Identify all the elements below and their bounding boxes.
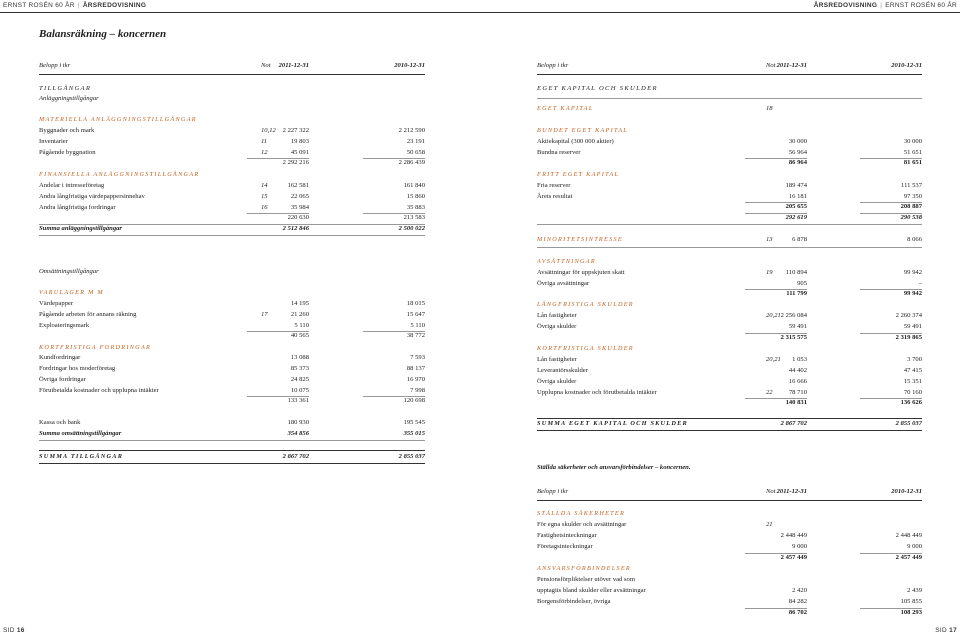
row-label: MATERIELLA ANLÄGGNINGSTILLGÅNGAR	[39, 116, 197, 123]
value-2010: 2 855 037	[398, 453, 425, 460]
value-2010: 97 350	[903, 193, 922, 200]
value-2010: 15 647	[406, 311, 425, 318]
header-right-section: ÅRSREDOVISNING	[813, 2, 878, 9]
value-2010: 18 015	[406, 300, 425, 307]
value-2010: 2 500 022	[398, 225, 425, 232]
row-label: Kundfordringar	[39, 354, 81, 361]
value-2011: 6 878	[792, 236, 807, 243]
value-2011: 45 091	[290, 149, 309, 156]
row-label: Pågående arbeten för annans räkning	[39, 311, 137, 318]
header-left-section: ÅRSREDOVISNING	[82, 2, 147, 9]
row-label: Byggnader och mark	[39, 127, 95, 134]
row-label: Upplupna kostnader och förutbetalda intäkter	[537, 389, 657, 396]
pledge-title	[537, 463, 922, 473]
value-2011: 40 565	[290, 332, 309, 339]
row-label: Fria reserver	[537, 182, 571, 189]
value-2010: 51 651	[903, 149, 922, 156]
value-2010: 108 293	[900, 609, 922, 616]
value-2011: 84 282	[788, 598, 807, 605]
row-label: VARULAGER M M	[39, 289, 104, 296]
row-note: 12	[261, 149, 268, 156]
value-2010: 47 415	[903, 367, 922, 374]
unit-label: Belopp i tkr	[537, 62, 569, 69]
row-label: Lån fastigheter	[537, 312, 577, 319]
row-label: SUMMA EGET KAPITAL OCH SKULDER	[537, 420, 688, 427]
value-2010: 15 351	[903, 378, 922, 385]
footer-left-prefix: SID	[3, 627, 15, 634]
row-note: 19	[766, 269, 773, 276]
value-2011: 2 256 084	[780, 312, 807, 319]
row-label: Ställda säkerheter och ansvarsförbindelser – koncernen.	[537, 464, 691, 471]
row-label: FRITT EGET KAPITAL	[537, 171, 620, 178]
table-row	[537, 366, 922, 376]
value-2010: 70 160	[903, 389, 922, 396]
value-2011: 205 655	[785, 203, 807, 210]
category-heading	[537, 104, 922, 114]
table-row	[39, 126, 425, 136]
subtotal-row	[537, 333, 922, 343]
value-2011: 13 088	[290, 354, 309, 361]
page-title: Balansräkning – koncernen	[39, 28, 167, 40]
subtotal-row	[537, 553, 922, 563]
category-heading	[537, 170, 922, 180]
table-row	[537, 192, 922, 202]
separator-line	[537, 74, 922, 75]
row-note: 21	[766, 521, 773, 528]
value-2010: 88 137	[406, 365, 425, 372]
year-2010-header: 2010-12-31	[394, 62, 425, 69]
value-2011: 35 984	[290, 204, 309, 211]
row-label: Anläggningstillgångar	[39, 95, 99, 102]
value-2010: 81 651	[903, 159, 922, 166]
row-label: Övriga skulder	[537, 323, 577, 330]
value-2011: 2 867 702	[780, 420, 807, 427]
separator-line	[39, 440, 425, 441]
value-2010: 213 583	[403, 214, 425, 221]
row-label: KORTFRISTIGA SKULDER	[537, 345, 634, 352]
row-label: Lån fastigheter	[537, 356, 577, 363]
row-label: Aktiekapital (300 000 aktier)	[537, 138, 614, 145]
row-label: SUMMA TILLGÅNGAR	[39, 453, 124, 460]
value-2011: 2 448 449	[780, 532, 807, 539]
section-heading	[39, 84, 425, 94]
value-2010: 16 970	[406, 376, 425, 383]
row-label: KORTFRISTIGA FORDRINGAR	[39, 344, 152, 351]
separator-line	[537, 98, 922, 99]
row-label: Övriga fordringar	[39, 376, 86, 383]
value-2011: 22 065	[290, 193, 309, 200]
row-label: Andra långfristiga fordringar	[39, 204, 116, 211]
table-row	[537, 279, 922, 289]
table-row	[537, 311, 922, 321]
subtotal-row	[39, 396, 425, 406]
table-row	[39, 364, 425, 374]
subtotal-row	[537, 289, 922, 299]
row-label: Andra långfristiga värdepappersinnehav	[39, 193, 145, 200]
row-label: Fastighetsinteckningar	[537, 532, 597, 539]
table-row	[39, 321, 425, 331]
row-label: Övriga skulder	[537, 378, 577, 385]
value-2010: 99 942	[903, 269, 922, 276]
row-label: Omsättningstillgångar	[39, 268, 99, 275]
minority-row	[537, 235, 922, 245]
value-2011: 19 803	[290, 138, 309, 145]
value-2010: 35 883	[406, 204, 425, 211]
row-note: 20,21	[766, 312, 781, 319]
value-2010: 59 491	[903, 323, 922, 330]
table-row	[537, 137, 922, 147]
row-label: Övriga avsättningar	[537, 280, 590, 287]
total-row	[39, 224, 425, 234]
table-row	[537, 181, 922, 191]
value-2010: 2 439	[907, 587, 922, 594]
value-2011: 24 825	[290, 376, 309, 383]
table-row	[39, 353, 425, 363]
table-row	[39, 137, 425, 147]
table-row	[537, 322, 922, 332]
value-2011: 140 831	[785, 399, 807, 406]
row-label: upptagits bland skulder eller avsättningar	[537, 587, 646, 594]
note-header: Not	[766, 62, 776, 69]
value-2010: 355 015	[403, 430, 425, 437]
subtotal-row	[537, 158, 922, 168]
table-row	[537, 520, 922, 530]
value-2010: 7 593	[410, 354, 425, 361]
value-2010: 290 538	[900, 214, 922, 221]
value-2010: 2 855 037	[895, 420, 922, 427]
category-heading	[537, 509, 922, 519]
footer-right	[935, 627, 957, 634]
value-2010: 2 286 439	[398, 159, 425, 166]
row-label: Fordringar hos moderföretag	[39, 365, 116, 372]
value-2011: 180 930	[287, 419, 309, 426]
value-2010: 38 772	[406, 332, 425, 339]
row-label: För egna skulder och avsättningar	[537, 521, 627, 528]
value-2011: 30 000	[788, 138, 807, 145]
row-note: 18	[766, 105, 773, 112]
table-row	[39, 418, 425, 428]
row-label: Exploateringsmark	[39, 322, 90, 329]
section-heading	[537, 84, 922, 94]
table-row	[39, 192, 425, 202]
value-2010: 15 860	[406, 193, 425, 200]
subsection-heading	[39, 94, 425, 104]
value-2011: 1 053	[792, 356, 807, 363]
category-heading	[537, 564, 922, 574]
footer-left	[3, 627, 25, 634]
year-2011-header: 2011-12-31	[776, 488, 807, 495]
value-2010: 8 066	[907, 236, 922, 243]
value-2010: 9 000	[907, 543, 922, 550]
table-row	[537, 377, 922, 387]
value-2010: 2 212 590	[398, 127, 425, 134]
row-note: 15	[261, 193, 268, 200]
separator-line	[39, 463, 425, 464]
table-row	[537, 268, 922, 278]
value-2010: 161 840	[403, 182, 425, 189]
value-2010: 2 319 865	[895, 334, 922, 341]
header-right-name: ERNST ROSÉN 60 ÅR	[885, 2, 957, 9]
value-2010: 2 448 449	[895, 532, 922, 539]
year-2011-header: 2011-12-31	[278, 62, 309, 69]
value-2011: 905	[797, 280, 807, 287]
row-label: Inventarier	[39, 138, 68, 145]
value-2010: 23 191	[406, 138, 425, 145]
row-label: Leverantörsskulder	[537, 367, 588, 374]
value-2010: 2 457 449	[895, 554, 922, 561]
value-2011: 16 666	[788, 378, 807, 385]
row-label: Pensionsförpliktelser utöver vad som	[537, 576, 635, 583]
value-2011: 162 581	[287, 182, 309, 189]
subtotal-row	[39, 331, 425, 341]
value-2010: 120 698	[403, 397, 425, 404]
table-row	[537, 355, 922, 365]
row-label: Värdepapper	[39, 300, 74, 307]
table-row	[537, 542, 922, 552]
total-row	[39, 429, 425, 439]
value-2011: 59 491	[788, 323, 807, 330]
header-left-name: ERNST ROSÉN 60 ÅR	[3, 2, 75, 9]
value-2011: 220 630	[287, 214, 309, 221]
row-label: Borgensförbindelser, övriga	[537, 598, 611, 605]
value-2011: 9 000	[792, 543, 807, 550]
value-2010: 50 658	[406, 149, 425, 156]
row-note: 17	[261, 311, 268, 318]
value-2011: 189 474	[785, 182, 807, 189]
subtotal-row	[39, 213, 425, 223]
row-label: Pågående byggnation	[39, 149, 96, 156]
header-rule	[0, 12, 960, 13]
row-label: Summa omsättningstillgångar	[39, 430, 122, 437]
page-number-right: 17	[949, 627, 957, 634]
category-heading	[39, 288, 425, 298]
value-2011: 85 373	[290, 365, 309, 372]
page-number-left: 16	[16, 627, 25, 634]
separator-line	[39, 450, 425, 451]
value-2011: 2 227 322	[282, 127, 309, 134]
row-label: Andelar i intresseföretag	[39, 182, 105, 189]
value-2011: 14 195	[290, 300, 309, 307]
table-row	[39, 203, 425, 213]
equity-total-row	[537, 213, 922, 223]
category-heading	[39, 343, 425, 353]
value-2011: 86 964	[788, 159, 807, 166]
value-2011: 2 292 216	[282, 159, 309, 166]
table-row	[39, 310, 425, 320]
row-label: MINORITETSINTRESSE	[537, 236, 623, 243]
header-right: ÅRSREDOVISNING | ERNST ROSÉN 60 ÅR	[813, 2, 957, 9]
row-note: 11	[261, 138, 268, 145]
note-header: Not	[261, 62, 271, 69]
grand-total-row	[39, 452, 425, 462]
table-row	[39, 386, 425, 396]
value-2011: 354 856	[287, 430, 309, 437]
row-label: Företagsinteckningar	[537, 543, 593, 550]
table-row	[537, 531, 922, 541]
column-header-right	[537, 61, 922, 71]
row-label: Kassa och bank	[39, 419, 81, 426]
column-header-pledges	[537, 487, 922, 497]
table-row	[537, 586, 922, 596]
year-2010-header: 2010-12-31	[891, 488, 922, 495]
value-2010: 208 887	[900, 203, 922, 210]
year-2010-header: 2010-12-31	[891, 62, 922, 69]
table-row	[39, 181, 425, 191]
category-heading	[537, 257, 922, 267]
value-2011: 2 867 702	[282, 453, 309, 460]
row-label: EGET KAPITAL	[537, 105, 594, 112]
value-2011: 2 315 575	[780, 334, 807, 341]
footer-right-prefix: SID	[935, 627, 948, 634]
value-2010: 7 998	[410, 387, 425, 394]
category-heading	[39, 115, 425, 125]
value-2010: 195 545	[403, 419, 425, 426]
table-row	[537, 148, 922, 158]
row-note: 22	[766, 389, 773, 396]
category-heading	[537, 126, 922, 136]
value-2011: 292 619	[785, 214, 807, 221]
table-row	[39, 148, 425, 158]
table-row	[537, 597, 922, 607]
value-2010: 111 537	[901, 182, 922, 189]
table-row	[537, 575, 922, 585]
grand-total-row	[537, 419, 922, 429]
row-label: LÅNGFRISTIGA SKULDER	[537, 301, 634, 308]
row-label: EGET KAPITAL OCH SKULDER	[537, 85, 658, 92]
value-2011: 78 710	[788, 389, 807, 396]
value-2011: 2 420	[792, 587, 807, 594]
row-note: 14	[261, 182, 268, 189]
row-label: BUNDET EGET KAPITAL	[537, 127, 629, 134]
table-row	[537, 388, 922, 398]
row-label: ANSVARSFÖRBINDELSER	[537, 565, 632, 572]
table-row	[39, 299, 425, 309]
value-2010: 99 942	[903, 290, 922, 297]
value-2011: 21 260	[290, 311, 309, 318]
separator-line	[537, 430, 922, 431]
row-label: Årets resultat	[537, 193, 573, 200]
value-2011: 111 799	[786, 290, 807, 297]
row-label: Summa anläggningstillgångar	[39, 225, 123, 232]
value-2011: 56 964	[788, 149, 807, 156]
header-left: ERNST ROSÉN 60 ÅR | ÅRSREDOVISNING	[3, 2, 147, 9]
value-2010: 5 110	[410, 322, 425, 329]
note-header: Not	[766, 488, 776, 495]
running-header	[0, 0, 960, 12]
row-note: 13	[766, 236, 773, 243]
value-2010: 3 700	[907, 356, 922, 363]
category-heading	[537, 344, 922, 354]
category-heading	[39, 170, 425, 180]
row-note: 16	[261, 204, 268, 211]
row-label: Förutbetalda kostnader och upplupna intäkter	[39, 387, 159, 394]
value-2011: 2 512 846	[282, 225, 309, 232]
value-2011: 16 181	[788, 193, 807, 200]
value-2011: 10 075	[290, 387, 309, 394]
value-2011: 86 702	[788, 609, 807, 616]
table-row	[39, 375, 425, 385]
row-label: STÄLLDA SÄKERHETER	[537, 510, 626, 517]
row-label: FINANSIELLA ANLÄGGNINGSTILLGÅNGAR	[39, 171, 200, 178]
separator-line	[537, 500, 922, 501]
row-label: TILLGÅNGAR	[39, 85, 92, 92]
value-2011: 133 361	[287, 397, 309, 404]
unit-label: Belopp i tkr	[39, 62, 71, 69]
value-2010: 105 855	[900, 598, 922, 605]
subtotal-row	[537, 398, 922, 408]
value-2010: 2 260 374	[895, 312, 922, 319]
value-2010: 136 626	[900, 399, 922, 406]
separator-line	[537, 224, 922, 225]
row-label: Bundna reserver	[537, 149, 581, 156]
subtotal-row	[537, 608, 922, 618]
separator-line	[39, 74, 425, 75]
category-heading	[537, 300, 922, 310]
separator-line	[39, 235, 425, 236]
row-note: 20,21	[766, 356, 781, 363]
year-2011-header: 2011-12-31	[776, 62, 807, 69]
row-label: AVSÄTTNINGAR	[537, 258, 596, 265]
value-2010: 30 000	[903, 138, 922, 145]
column-header-left	[39, 61, 425, 71]
unit-label: Belopp i tkr	[537, 488, 569, 495]
value-2011: 110 894	[785, 269, 807, 276]
subsection-heading	[39, 267, 425, 277]
subtotal-row	[537, 202, 922, 212]
value-2010: –	[918, 280, 922, 287]
value-2011: 2 457 449	[780, 554, 807, 561]
subtotal-row	[39, 158, 425, 168]
value-2011: 5 110	[294, 322, 309, 329]
row-note: 10,12	[261, 127, 276, 134]
value-2011: 44 402	[788, 367, 807, 374]
row-label: Avsättningar för uppskjuten skatt	[537, 269, 625, 276]
separator-line	[537, 247, 922, 248]
